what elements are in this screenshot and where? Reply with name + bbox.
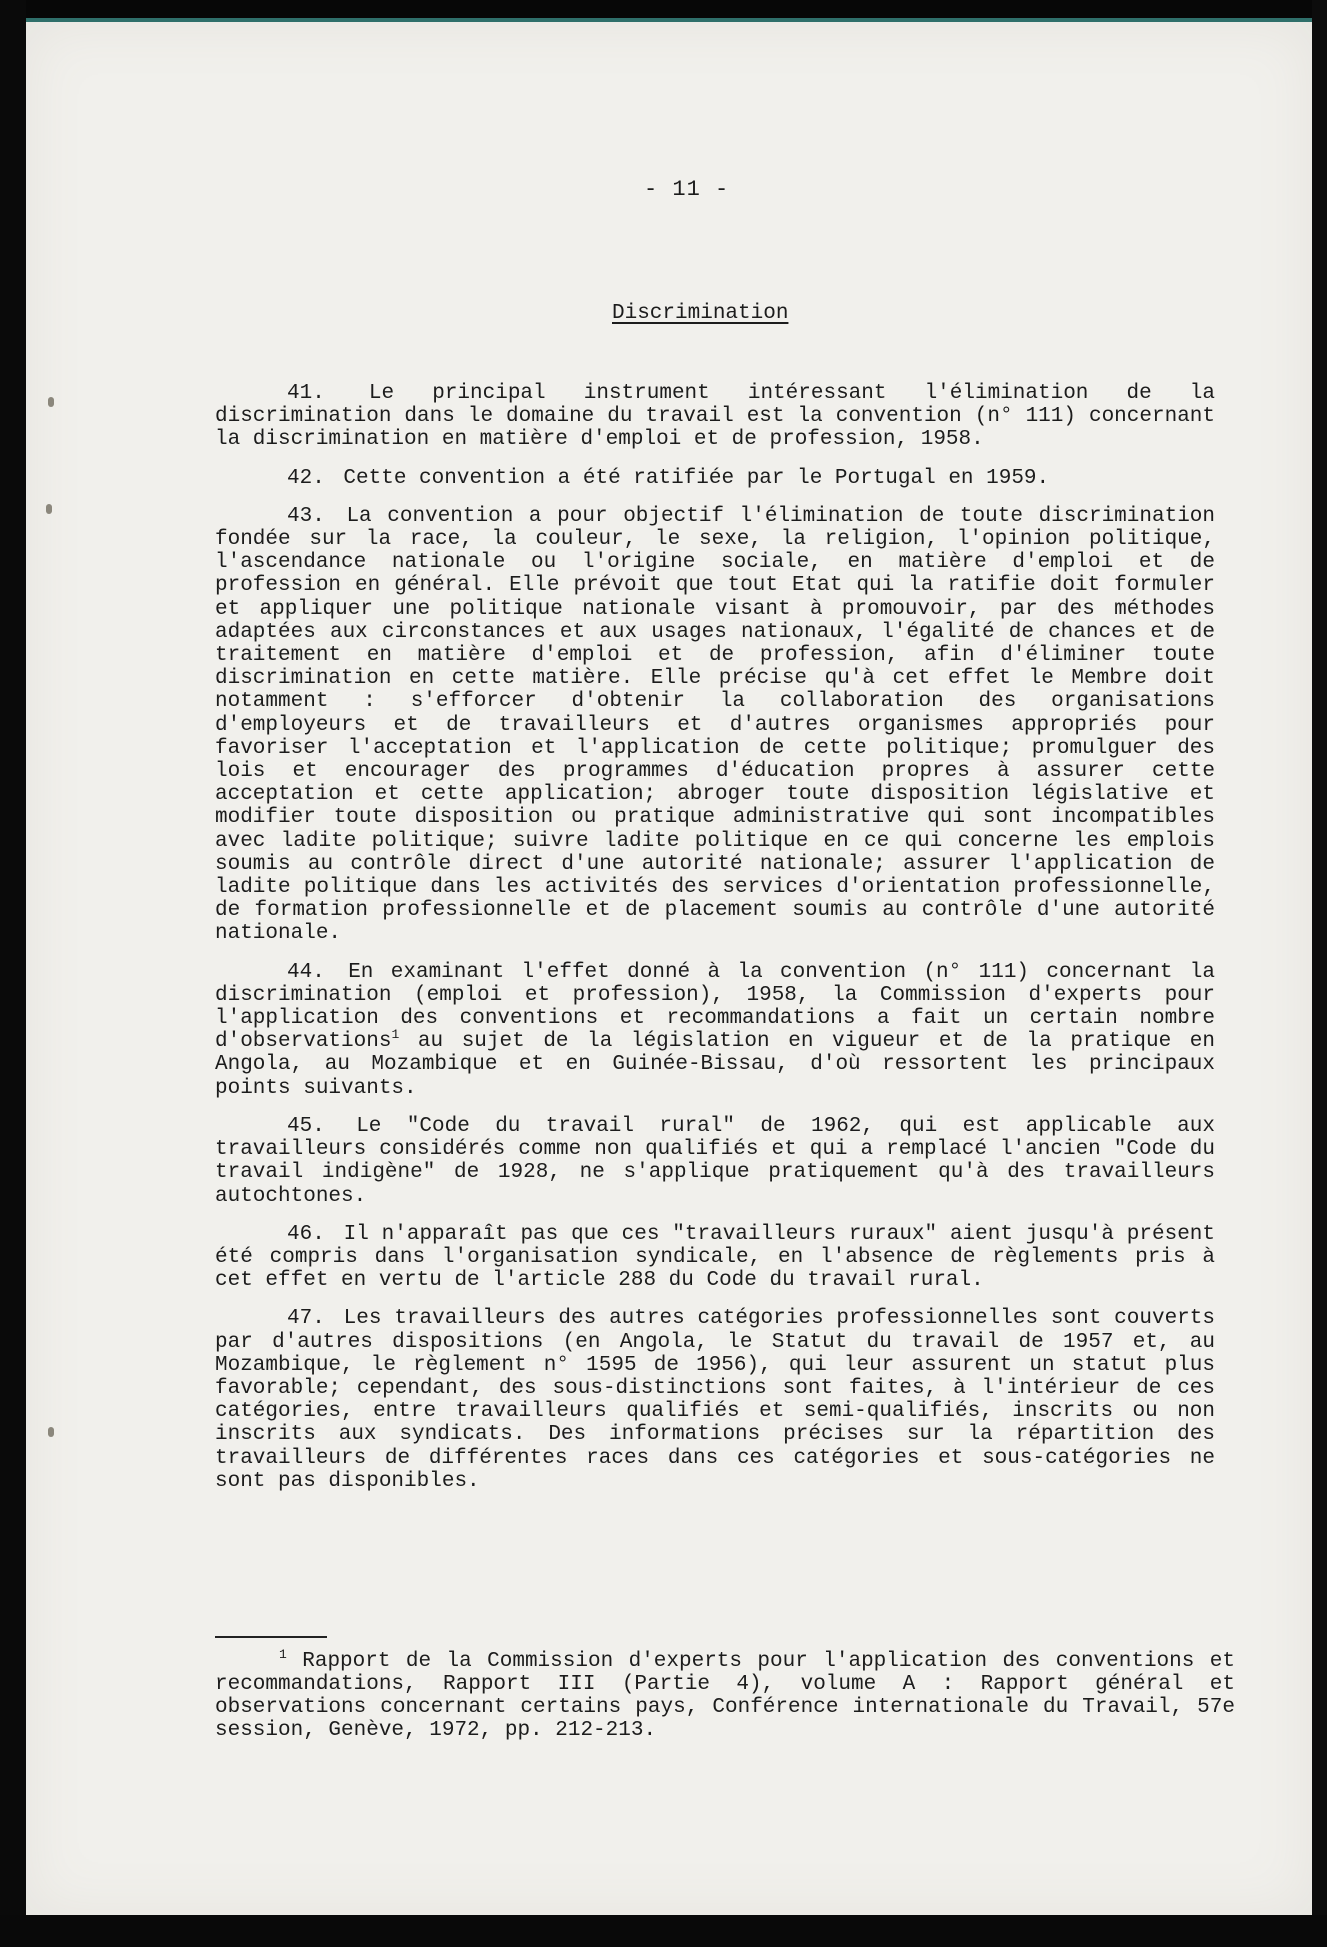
paragraph-44	[215, 961, 1215, 1100]
paragraph-text: Il n'apparaît pas que ces "travailleurs ruraux" aient jusqu'à présent été compris dans l'organisation syndicale, en l'absence de règlements pris à cet effet en vertu de l'article 288 du Code du travail rural.	[215, 1222, 1215, 1293]
document-page	[26, 22, 1312, 1915]
paragraph-number: 44.	[287, 960, 325, 984]
paragraph-text: Les travailleurs des autres catégories professionnelles sont couverts par d'autres dispositions (en Angola, le Statut du travail de 1957 et, au Mozambique, le règlement n° 1595 de 1956), qui leur assurent un statut plus favorable; cependant, des sous-distinctions sont faites, à l'intérieur de ces catégories, entre travailleurs qualifiés et semi-qualifiés, inscrits ou non inscrits aux syndicats. Des informations précises sur la répartition des travailleurs de différentes races dans ces catégories et sous-catégories ne sont pas disponibles.	[215, 1307, 1215, 1493]
scan-border-right	[1312, 0, 1327, 1947]
paragraph-number: 45.	[287, 1114, 325, 1138]
binding-hole-mark	[48, 397, 54, 407]
footnote-reference: 1	[391, 1027, 400, 1043]
scan-border-bottom	[0, 1915, 1327, 1947]
scan-border-left	[0, 0, 26, 1947]
paragraph-text: En examinant l'effet donné à la convention (n° 111) concernant la discrimination (emploi et profession), 1958, la Commission d'experts pour l'application des conventions et recommandations a fait un certain nombre d'observations	[215, 960, 1215, 1054]
paragraph-47	[215, 1307, 1215, 1493]
paragraph-46	[215, 1223, 1215, 1293]
paragraph-text: Le principal instrument intéressant l'élimination de la discrimination dans le domaine du travail est la convention (n° 111) concernant la discrimination en matière d'emploi et de profession, 1958.	[215, 382, 1215, 452]
paragraph-41	[215, 382, 1215, 452]
paragraph-43	[215, 505, 1215, 946]
footnote-divider	[215, 1636, 327, 1638]
document-body	[215, 382, 1215, 1508]
binding-hole-mark	[48, 1427, 54, 1437]
paragraph-45	[215, 1115, 1215, 1208]
paragraph-number: 46.	[287, 1222, 325, 1246]
paragraph-number: 41.	[287, 382, 325, 405]
section-title: Discrimination	[612, 302, 789, 325]
page-number: - 11 -	[644, 177, 730, 202]
paragraph-number: 43.	[287, 504, 325, 528]
paragraph-text: Le "Code du travail rural" de 1962, qui est applicable aux travailleurs considérés comme non qualifiés et qui a remplacé l'ancien "Code du travail indigène" de 1928, ne s'applique pratiquement qu'à des travailleurs autochtones.	[215, 1114, 1215, 1208]
footnote-text: Rapport de la Commission d'experts pour l'application des conventions et recommandations, Rapport III (Partie 4), volume A : Rapport général et observations concernant certains pays, Conférence internationale du Travail, 57e session, Genève, 1972, pp. 212-213.	[215, 1650, 1235, 1742]
paragraph-text-continued: au sujet de la législation en vigueur et de la pratique en Angola, au Mozambique et en Guinée-Bissau, d'où ressortent les principaux points suivants.	[215, 1030, 1215, 1100]
paragraph-number: 42.	[287, 466, 325, 490]
paragraph-number: 47.	[287, 1307, 325, 1331]
binding-hole-mark	[46, 504, 52, 514]
paragraph-42	[215, 467, 1215, 490]
footnote-marker: 1	[279, 1647, 287, 1662]
footnote	[215, 1647, 1235, 1742]
paragraph-text: Cette convention a été ratifiée par le Portugal en 1959.	[343, 466, 1050, 490]
paragraph-text: La convention a pour objectif l'élimination de toute discrimination fondée sur la race, la couleur, le sexe, la religion, l'opinion politique, l'ascendance nationale ou l'origine sociale, en matière d'emploi et de profession en général. Elle prévoit que tout Etat qui la ratifie doit formuler et appliquer une politique nationale visant à promouvoir, par des méthodes adaptées aux circonstances et aux usages nationaux, l'égalité de chances et de traitement en matière d'emploi et de profession, afin d'éliminer toute discrimination en cette matière. Elle précise qu'à cet effet le Membre doit notamment : s'efforcer d'obtenir la collaboration des organisations d'employeurs et de travailleurs et d'autres organismes appropriés pour favoriser l'acceptation et l'application de cette politique; promulguer des lois et encourager des programmes d'éducation propres à assurer cette acceptation et cette application; abroger toute disposition législative et modifier toute disposition ou pratique administrative qui sont incompatibles avec ladite politique; suivre ladite politique en ce qui concerne les emplois soumis au contrôle direct d'une autorité nationale; assurer l'application de ladite politique dans les activités des services d'orientation professionnelle, de formation professionnelle et de placement soumis au contrôle d'une autorité nationale.	[215, 504, 1215, 946]
